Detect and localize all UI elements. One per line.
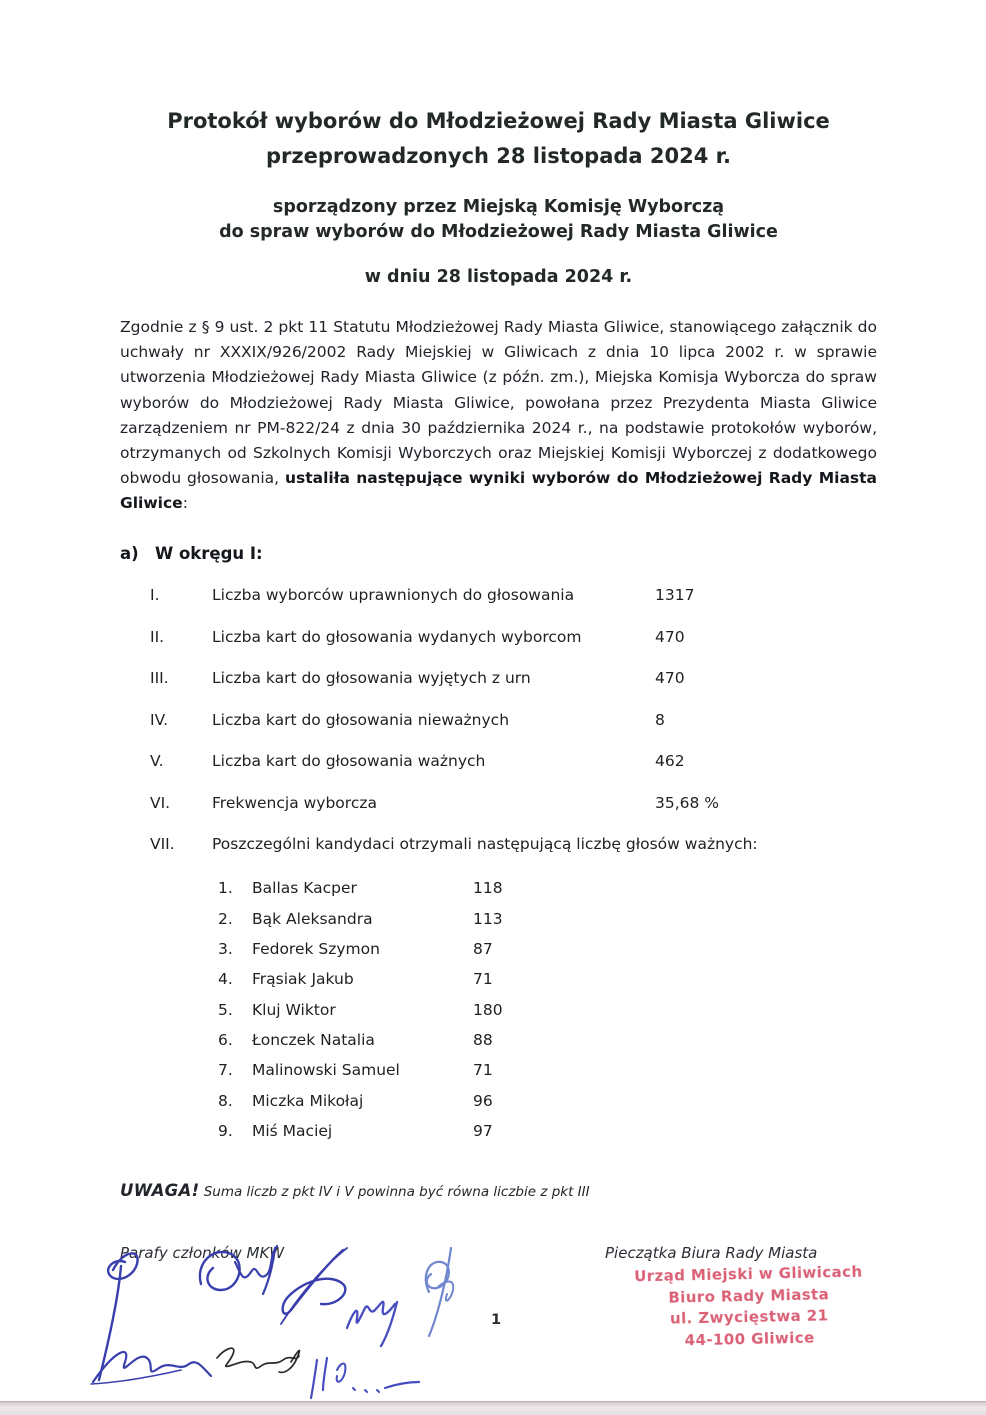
intro-bold-result: ustaliła następujące wyniki wyborów do Młodzieżowej Rady Miasta Gliwice bbox=[120, 469, 878, 513]
candidate-name: Frąsiak Jakub bbox=[252, 970, 354, 989]
candidate-name: Miś Maciej bbox=[252, 1122, 333, 1141]
candidate-votes: 88 bbox=[473, 1031, 493, 1050]
subtitle-line-1: sporządzony przez Miejską Komisję Wyborczą bbox=[272, 197, 725, 217]
candidate-row bbox=[120, 878, 877, 898]
document-subtitle bbox=[120, 195, 877, 245]
section-heading bbox=[120, 543, 877, 565]
initials-caption: Parafy członków MKW bbox=[120, 1244, 285, 1263]
candidate-number: 5. bbox=[218, 1000, 233, 1019]
page-bottom-edge bbox=[0, 1401, 986, 1415]
stamp-line-4: 44-100 Gliwice bbox=[684, 1328, 815, 1349]
section-label: a) bbox=[120, 543, 139, 563]
stat-roman-numeral: I. bbox=[150, 586, 160, 605]
candidates-heading-row bbox=[120, 834, 877, 855]
candidate-row bbox=[120, 909, 877, 929]
subtitle-line-2: do spraw wyborów do Młodzieżowej Rady Miasta Gliwice bbox=[219, 222, 778, 242]
document-title bbox=[120, 104, 877, 174]
stat-roman-numeral: VII. bbox=[150, 835, 175, 854]
handwritten-signatures bbox=[85, 1232, 515, 1415]
candidate-number: 8. bbox=[218, 1091, 233, 1110]
stat-row bbox=[120, 793, 877, 814]
stat-value: 8 bbox=[655, 710, 665, 729]
stat-roman-numeral: IV. bbox=[150, 710, 169, 729]
candidate-row bbox=[120, 1121, 877, 1141]
stats-list bbox=[120, 585, 877, 855]
document-date-line: w dniu 28 listopada 2024 r. bbox=[364, 267, 633, 287]
stat-value: 462 bbox=[655, 752, 685, 771]
title-line-2: przeprowadzonych 28 listopada 2024 r. bbox=[266, 144, 731, 168]
stat-label: Liczba kart do głosowania wydanych wyborcom bbox=[212, 627, 582, 646]
candidate-row bbox=[120, 1030, 877, 1050]
stat-roman-numeral: II. bbox=[150, 627, 165, 646]
candidate-number: 2. bbox=[218, 909, 233, 928]
candidate-votes: 113 bbox=[473, 909, 503, 928]
candidates-heading-text: Poszczególni kandydaci otrzymali następującą liczbę głosów ważnych: bbox=[212, 835, 758, 854]
candidate-number: 9. bbox=[218, 1122, 233, 1141]
candidate-name: Fedorek Szymon bbox=[252, 939, 380, 958]
stat-value: 35,68 % bbox=[655, 793, 720, 812]
office-stamp bbox=[629, 1262, 869, 1353]
stat-row bbox=[120, 710, 877, 731]
candidate-name: Łonczek Natalia bbox=[252, 1031, 375, 1050]
stat-label: Liczba wyborców uprawnionych do głosowania bbox=[212, 586, 575, 605]
candidate-number: 1. bbox=[218, 879, 233, 898]
document-body bbox=[120, 0, 877, 1263]
candidate-number: 4. bbox=[218, 970, 233, 989]
stamp-line-1: Urząd Miejski w Gliwicach bbox=[633, 1262, 863, 1286]
warning-note-text: Suma liczb z pkt IV i V powinna być równa liczbie z pkt III bbox=[199, 1184, 590, 1201]
candidate-name: Kluj Wiktor bbox=[252, 1000, 336, 1019]
candidate-name: Ballas Kacper bbox=[252, 879, 357, 898]
stamp-line-2: Biuro Rady Miasta bbox=[668, 1284, 830, 1307]
candidate-row bbox=[120, 1091, 877, 1111]
intro-colon: : bbox=[182, 494, 188, 513]
candidate-number: 6. bbox=[218, 1031, 233, 1050]
candidate-votes: 180 bbox=[473, 1000, 503, 1019]
stat-label: Liczba kart do głosowania wyjętych z urn bbox=[212, 669, 531, 688]
stat-row bbox=[120, 668, 877, 689]
stat-label: Frekwencja wyborcza bbox=[212, 793, 377, 812]
candidates-list bbox=[120, 878, 877, 1141]
stamp-line-3: ul. Zwycięstwa 21 bbox=[669, 1306, 829, 1328]
candidate-votes: 87 bbox=[473, 939, 493, 958]
candidate-row bbox=[120, 1060, 877, 1080]
candidate-votes: 96 bbox=[473, 1091, 493, 1110]
candidate-name: Malinowski Samuel bbox=[252, 1061, 400, 1080]
stat-label: Liczba kart do głosowania ważnych bbox=[212, 752, 486, 771]
candidate-row bbox=[120, 939, 877, 959]
stat-roman-numeral: III. bbox=[150, 669, 169, 688]
candidate-votes: 118 bbox=[473, 879, 503, 898]
stat-row bbox=[120, 751, 877, 772]
stat-value: 470 bbox=[655, 669, 685, 688]
intro-paragraph bbox=[120, 315, 877, 517]
stat-value: 1317 bbox=[655, 586, 695, 605]
candidate-row bbox=[120, 969, 877, 989]
candidate-number: 3. bbox=[218, 939, 233, 958]
section-heading-text: W okręgu I: bbox=[155, 543, 263, 563]
candidate-name: Bąk Aleksandra bbox=[252, 909, 373, 928]
stamp-caption: Pieczątka Biura Rady Miasta bbox=[605, 1244, 818, 1263]
candidate-number: 7. bbox=[218, 1061, 233, 1080]
candidate-votes: 71 bbox=[473, 970, 493, 989]
title-line-1: Protokół wyborów do Młodzieżowej Rady Miasta Gliwice bbox=[167, 109, 830, 133]
warning-note-keyword: UWAGA! bbox=[120, 1181, 200, 1201]
warning-note bbox=[120, 1181, 877, 1202]
stat-label: Liczba kart do głosowania nieważnych bbox=[212, 710, 510, 729]
candidate-votes: 97 bbox=[473, 1122, 493, 1141]
candidate-votes: 71 bbox=[473, 1061, 493, 1080]
intro-text: Zgodnie z § 9 ust. 2 pkt 11 Statutu Młodzieżowej Rady Miasta Gliwice, stanowiącego załącznik do uchwały nr XXXIX/926/2002 Rady Miejskiej w Gliwicach z dnia 10 lipca 2002 r. w sprawie utworzenia Młodzieżowej Rady Miasta Gliwice (z późn. zm.), Miejska Komisja Wyborcza do spraw wyborów do Młodzieżowej Rady Miasta Gliwice, powołana przez Prezydenta Miasta Gliwice zarządzeniem nr PM-822/24 z dnia 30 października 2024 r., na podstawie protokołów wyborów, otrzymanych od Szkolnych Komisji Wyborczych oraz Miejskiej Komisji Wyborczej z dodatkowego obwodu głosowania, bbox=[120, 318, 877, 488]
stat-row bbox=[120, 627, 877, 648]
candidate-row bbox=[120, 1000, 877, 1020]
stat-roman-numeral: VI. bbox=[150, 793, 171, 812]
stat-roman-numeral: V. bbox=[150, 752, 164, 771]
stat-value: 470 bbox=[655, 627, 685, 646]
candidate-name: Miczka Mikołaj bbox=[252, 1091, 364, 1110]
stat-row bbox=[120, 585, 877, 606]
page-number: 1 bbox=[490, 1312, 502, 1328]
